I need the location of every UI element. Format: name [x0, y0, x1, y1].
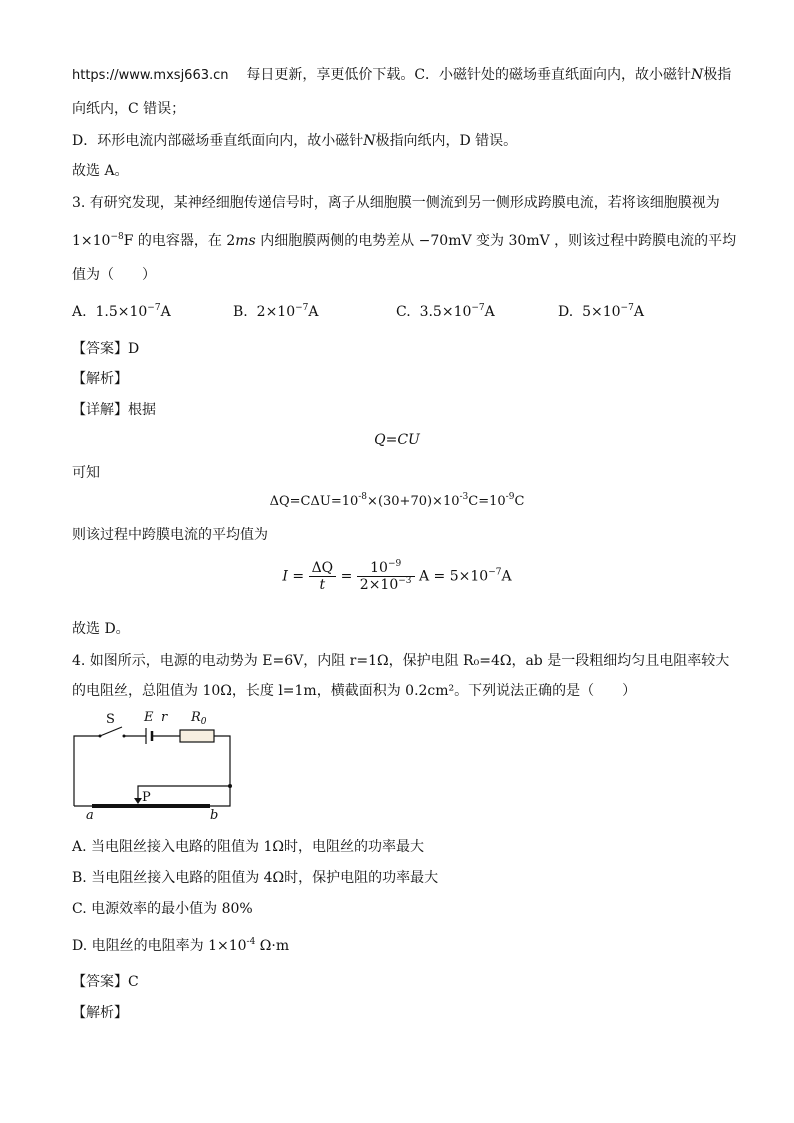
- q3-option-d: [558, 304, 644, 320]
- text-fragment: D．环形电流内部磁场垂直纸面向内，故小磁针: [72, 133, 364, 149]
- text-fragment: 极指: [703, 67, 732, 83]
- fraction-values: [357, 560, 415, 593]
- option-exp: −7: [295, 303, 309, 313]
- continued-line-2: 向纸内，C 错误；: [72, 101, 186, 117]
- label-a: a: [86, 808, 94, 823]
- circuit-diagram: [60, 710, 260, 826]
- q3-choose: 故选 D。: [72, 621, 130, 637]
- q3-answer: 【答案】D: [72, 341, 140, 357]
- eq-part: ×(30+70)×10: [367, 494, 460, 509]
- option-d-explanation: [72, 132, 517, 150]
- fraction-numerator: [357, 560, 415, 576]
- slider-arrow: [134, 798, 142, 804]
- label-emf: E: [144, 710, 154, 725]
- q3-stem-line1: 3. 有研究发现，某神经细胞传递信号时，离子从细胞膜一侧流到另一侧形成跨膜电流，若将该细胞膜视为: [72, 195, 720, 211]
- q4-option-c: C. 电源效率的最小值为 80%: [72, 901, 253, 917]
- eq-part: 10: [370, 560, 388, 576]
- resistor-r0: [180, 730, 214, 742]
- option-unit: A: [160, 304, 171, 320]
- option-exp: −7: [147, 303, 161, 313]
- option-unit: A: [308, 304, 319, 320]
- switch-lever: [100, 727, 122, 736]
- q3-stem-line3: 值为（ ）: [72, 267, 156, 283]
- text-fragment: ，则该过程中跨膜电流的平均: [554, 233, 737, 249]
- eq-sign: =: [292, 568, 305, 585]
- q3-analysis: 【解析】: [72, 371, 128, 387]
- voltage-final: 30mV: [508, 233, 550, 249]
- q3-stem-line2: [72, 232, 736, 250]
- eq-part: 2×10: [359, 577, 399, 593]
- eq-exp: -9: [505, 492, 515, 502]
- label-r0-main: R: [191, 710, 201, 725]
- fraction-denominator: t: [309, 576, 337, 593]
- option-label: A.: [72, 304, 87, 320]
- continued-line-1: [72, 66, 731, 85]
- site-notice: 每日更新，享更低价下载。: [246, 67, 415, 83]
- option-unit: Ω·m: [259, 938, 290, 954]
- option-exp: −7: [620, 303, 634, 313]
- time-value: 2: [226, 233, 236, 249]
- q3-kezhi: 可知: [72, 465, 100, 481]
- q3-option-a: [72, 304, 171, 320]
- label-switch: S: [106, 712, 115, 727]
- time-unit: ms: [235, 233, 256, 249]
- site-url: https://www.mxsj663.cn: [72, 68, 229, 83]
- voltage-initial: −70mV: [418, 233, 472, 249]
- eq-part: ΔQ=CΔU=10: [269, 494, 359, 509]
- text-fragment: F 的电容器，在: [123, 233, 222, 249]
- n-pole: N: [691, 67, 704, 83]
- wire-left: [74, 736, 100, 806]
- q3-detail: 【详解】根据: [72, 402, 156, 418]
- q4-option-d: [72, 937, 289, 955]
- slider-wire: [138, 786, 230, 800]
- q4-answer: 【答案】C: [72, 974, 139, 990]
- eq-exp: -8: [358, 492, 368, 502]
- option-exp: −7: [471, 303, 485, 313]
- switch-contact: [99, 735, 102, 738]
- q3-equation-3: [0, 560, 794, 593]
- option-unit: A: [484, 304, 495, 320]
- q4-option-b: B. 当电阻丝接入电路的阻值为 4Ω时，保护电阻的功率最大: [72, 870, 439, 886]
- q4-stem-line2: 的电阻丝，总阻值为 10Ω，长度 l=1m，横截面积为 0.2cm²。下列说法正确的是（ ）: [72, 683, 637, 699]
- wire-right: [214, 736, 230, 786]
- eq-part: A: [501, 568, 512, 585]
- q3-equation-2: [0, 494, 794, 509]
- fraction-dq-dt: [309, 560, 337, 593]
- text-fragment: 内细胞膜两侧的电势差从: [260, 233, 415, 249]
- option-coef: 2×10: [256, 304, 296, 320]
- eq-exp: −9: [387, 559, 402, 569]
- option-label: C.: [396, 304, 411, 320]
- option-label: B.: [233, 304, 248, 320]
- capacitance-exp: −8: [110, 232, 124, 242]
- eq-sign: =: [340, 568, 353, 585]
- eq-exp: −7: [488, 567, 502, 578]
- text-fragment: 变为: [476, 233, 505, 249]
- label-internal-r: r: [161, 710, 168, 725]
- option-exp: -4: [246, 937, 256, 947]
- fraction-denominator: [357, 576, 415, 593]
- option-c-text: C．小磁针处的磁场垂直纸面向内，故小磁针: [414, 67, 692, 83]
- option-coef: 5×10: [582, 304, 621, 320]
- q4-stem-line1: 4. 如图所示，电源的电动势为 E=6V，内阻 r=1Ω，保护电阻 R₀=4Ω，ab 是一段粗细均匀且电阻率较大: [72, 653, 730, 669]
- eq-part: C=10: [468, 494, 506, 509]
- option-coef: 1.5×10: [95, 304, 148, 320]
- eq-part: A = 5×10: [418, 568, 489, 585]
- prev-choose: 故选 A。: [72, 163, 129, 179]
- option-label: D.: [558, 304, 574, 320]
- eq-current: I: [282, 568, 288, 585]
- capacitance-coef: 1×10: [72, 233, 111, 249]
- label-slider-p: P: [142, 790, 151, 805]
- q3-option-b: [233, 304, 319, 320]
- label-r0: [191, 710, 207, 725]
- option-unit: A: [633, 304, 644, 320]
- label-r0-sub: 0: [200, 717, 207, 727]
- q4-analysis: 【解析】: [72, 1005, 128, 1021]
- option-coef: 3.5×10: [419, 304, 472, 320]
- fraction-numerator: ΔQ: [311, 560, 334, 576]
- option-text: D. 电阻丝的电阻率为 1×10: [72, 938, 247, 954]
- q3-avg-text: 则该过程中跨膜电流的平均值为: [72, 527, 268, 543]
- eq-part: C: [514, 494, 525, 509]
- q4-option-a: A. 当电阻丝接入电路的阻值为 1Ω时，电阻丝的功率最大: [72, 839, 424, 855]
- label-b: b: [210, 808, 219, 823]
- text-fragment: 极指向纸内，D 错误。: [375, 133, 518, 149]
- n-pole: N: [363, 133, 376, 149]
- q3-equation-1: Q=CU: [374, 432, 420, 448]
- eq-exp: −3: [398, 576, 412, 586]
- eq-exp: -3: [459, 492, 469, 502]
- wire-to-b: [210, 786, 230, 806]
- q3-option-c: [396, 304, 495, 320]
